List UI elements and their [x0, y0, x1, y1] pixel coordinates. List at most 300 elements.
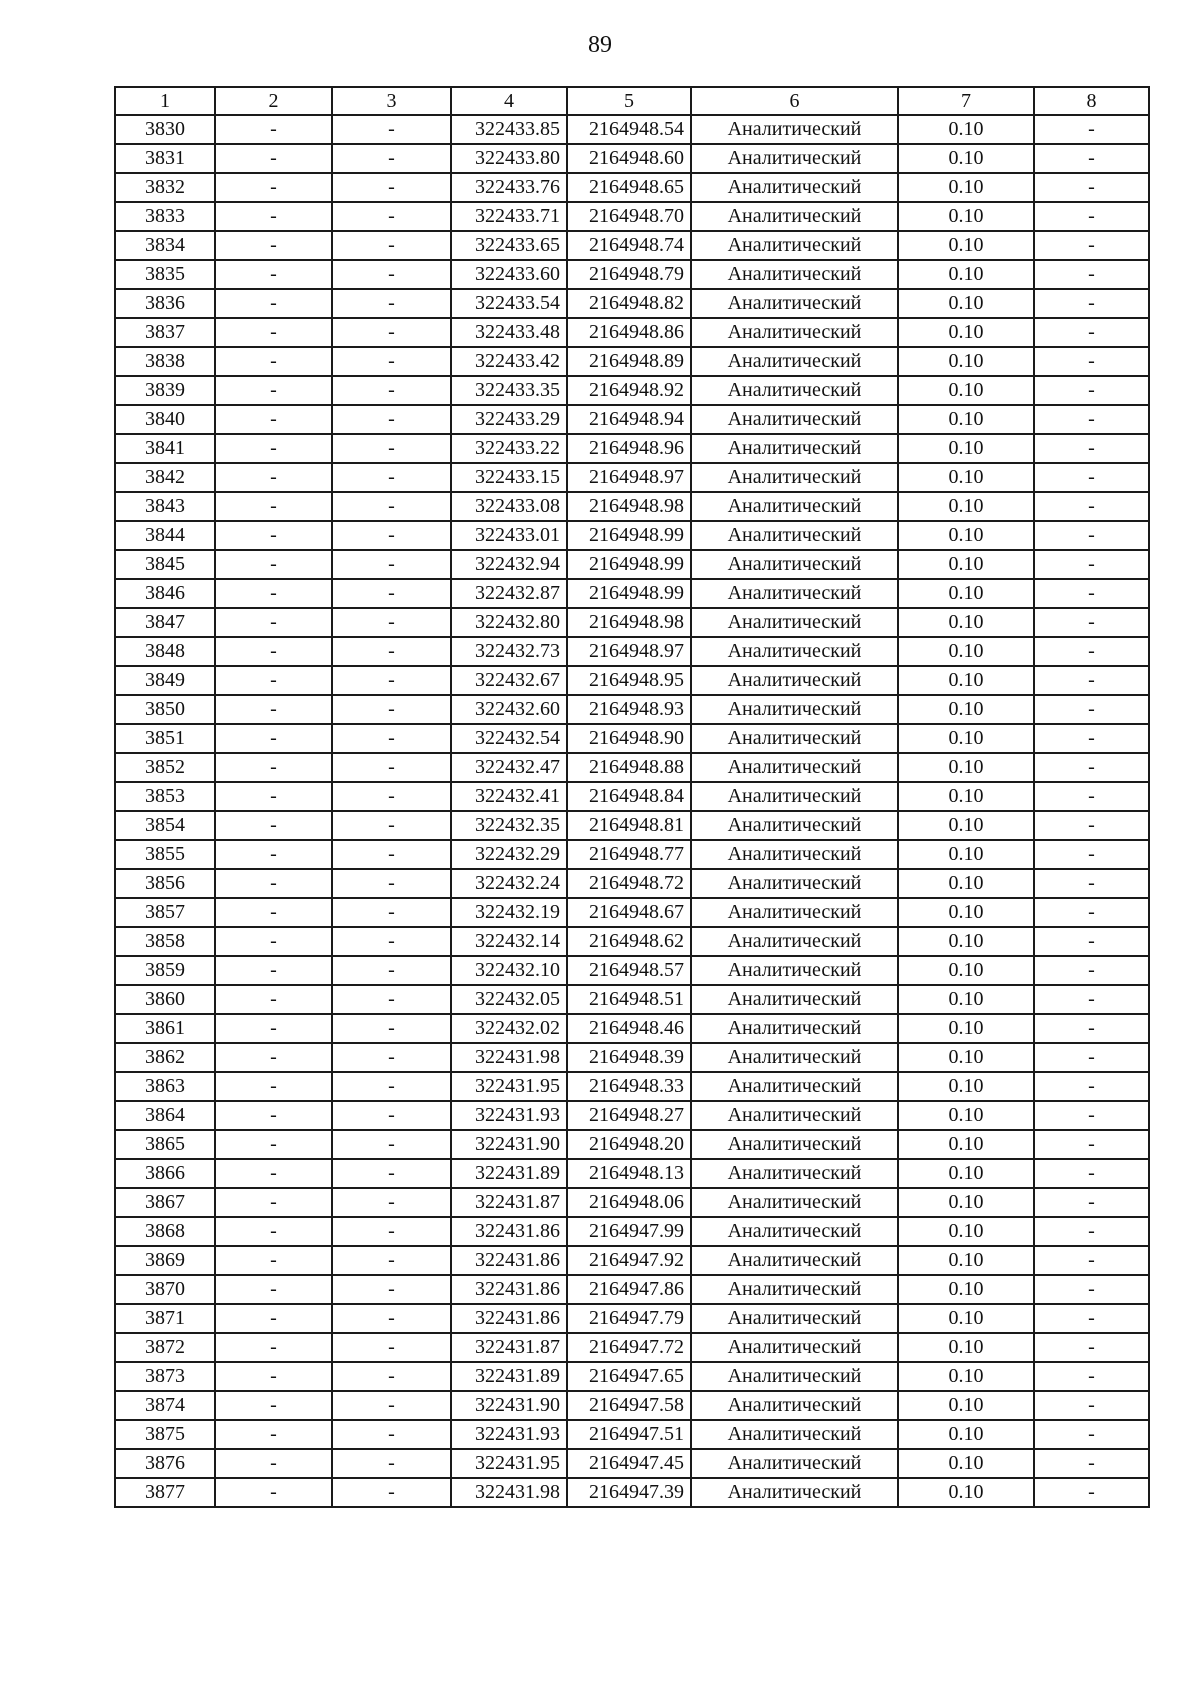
- table-cell: -: [215, 1275, 332, 1304]
- table-row: [115, 1304, 1149, 1333]
- table-cell: 322431.86: [451, 1275, 567, 1304]
- table-cell: -: [332, 1072, 451, 1101]
- table-cell: Аналитический: [691, 666, 898, 695]
- table-cell: 3877: [115, 1478, 215, 1507]
- table-cell: 322431.89: [451, 1362, 567, 1391]
- table-cell: 322431.87: [451, 1188, 567, 1217]
- table-cell: Аналитический: [691, 1449, 898, 1478]
- table-cell: 3871: [115, 1304, 215, 1333]
- table-cell: -: [215, 1420, 332, 1449]
- table-cell: 0.10: [898, 376, 1034, 405]
- table-cell: 3870: [115, 1275, 215, 1304]
- table-cell: 2164948.90: [567, 724, 691, 753]
- table-cell: 0.10: [898, 811, 1034, 840]
- table-cell: -: [332, 1130, 451, 1159]
- table-cell: 3830: [115, 115, 215, 144]
- table-cell: -: [332, 1362, 451, 1391]
- table-cell: 3868: [115, 1217, 215, 1246]
- table-cell: 0.10: [898, 1072, 1034, 1101]
- table-row: [115, 405, 1149, 434]
- table-cell: Аналитический: [691, 115, 898, 144]
- table-row: [115, 840, 1149, 869]
- table-cell: -: [1034, 115, 1149, 144]
- header-cell: 4: [451, 87, 567, 115]
- table-cell: Аналитический: [691, 318, 898, 347]
- table-cell: -: [1034, 985, 1149, 1014]
- table-cell: 2164948.84: [567, 782, 691, 811]
- table-cell: -: [1034, 724, 1149, 753]
- table-cell: -: [215, 347, 332, 376]
- table-row: [115, 550, 1149, 579]
- table-cell: 3856: [115, 869, 215, 898]
- table-cell: 3869: [115, 1246, 215, 1275]
- table-cell: -: [1034, 579, 1149, 608]
- table-cell: 3866: [115, 1159, 215, 1188]
- table-cell: 3864: [115, 1101, 215, 1130]
- table-row: [115, 637, 1149, 666]
- table-cell: -: [215, 492, 332, 521]
- table-cell: 322432.19: [451, 898, 567, 927]
- table-cell: 322432.60: [451, 695, 567, 724]
- table-cell: 2164948.57: [567, 956, 691, 985]
- table-cell: -: [215, 1043, 332, 1072]
- table-cell: 322431.90: [451, 1391, 567, 1420]
- table-cell: 322431.98: [451, 1478, 567, 1507]
- table-cell: -: [1034, 1304, 1149, 1333]
- table-row: [115, 347, 1149, 376]
- table-cell: 2164948.93: [567, 695, 691, 724]
- table-cell: 2164947.72: [567, 1333, 691, 1362]
- table-cell: -: [215, 1333, 332, 1362]
- table-cell: 2164947.51: [567, 1420, 691, 1449]
- table-cell: Аналитический: [691, 840, 898, 869]
- table-row: [115, 1246, 1149, 1275]
- table-cell: -: [215, 1014, 332, 1043]
- table-cell: 2164947.86: [567, 1275, 691, 1304]
- table-cell: 322432.35: [451, 811, 567, 840]
- table-cell: 0.10: [898, 521, 1034, 550]
- table-cell: -: [1034, 405, 1149, 434]
- table-cell: 0.10: [898, 1275, 1034, 1304]
- table-cell: 0.10: [898, 1449, 1034, 1478]
- table-cell: -: [332, 1217, 451, 1246]
- table-row: [115, 260, 1149, 289]
- table-cell: -: [215, 637, 332, 666]
- table-cell: 2164948.81: [567, 811, 691, 840]
- table-row: [115, 1478, 1149, 1507]
- table-cell: Аналитический: [691, 260, 898, 289]
- table-cell: -: [332, 608, 451, 637]
- table-cell: -: [1034, 1478, 1149, 1507]
- table-cell: 2164948.99: [567, 550, 691, 579]
- page-number: 89: [588, 32, 612, 58]
- table-cell: 0.10: [898, 985, 1034, 1014]
- table-cell: Аналитический: [691, 898, 898, 927]
- table-cell: 0.10: [898, 637, 1034, 666]
- table-cell: Аналитический: [691, 608, 898, 637]
- table-cell: -: [1034, 1391, 1149, 1420]
- table-cell: -: [332, 666, 451, 695]
- table-cell: 2164947.92: [567, 1246, 691, 1275]
- table-cell: -: [215, 173, 332, 202]
- table-cell: -: [215, 144, 332, 173]
- table-cell: 0.10: [898, 1130, 1034, 1159]
- table-cell: 2164948.77: [567, 840, 691, 869]
- table-cell: -: [332, 1478, 451, 1507]
- table-cell: -: [1034, 492, 1149, 521]
- table-row: [115, 1391, 1149, 1420]
- table-cell: 322433.76: [451, 173, 567, 202]
- table-row: [115, 608, 1149, 637]
- table-cell: 3847: [115, 608, 215, 637]
- table-cell: 3831: [115, 144, 215, 173]
- table-cell: -: [215, 869, 332, 898]
- table-cell: -: [215, 260, 332, 289]
- table-cell: 3839: [115, 376, 215, 405]
- table-cell: 322432.73: [451, 637, 567, 666]
- table-cell: -: [215, 318, 332, 347]
- table-cell: 2164948.72: [567, 869, 691, 898]
- table-cell: -: [215, 782, 332, 811]
- table-cell: 3852: [115, 753, 215, 782]
- table-row: [115, 1420, 1149, 1449]
- header-cell: 1: [115, 87, 215, 115]
- table-cell: -: [215, 1217, 332, 1246]
- table-cell: 2164948.39: [567, 1043, 691, 1072]
- table-cell: 0.10: [898, 1188, 1034, 1217]
- table-cell: -: [332, 521, 451, 550]
- table-cell: Аналитический: [691, 927, 898, 956]
- table-cell: Аналитический: [691, 782, 898, 811]
- table-cell: 322432.02: [451, 1014, 567, 1043]
- table-cell: -: [1034, 289, 1149, 318]
- table-cell: -: [1034, 521, 1149, 550]
- table-row: [115, 289, 1149, 318]
- table-cell: 2164948.97: [567, 463, 691, 492]
- table-cell: -: [215, 1478, 332, 1507]
- table-cell: 2164947.79: [567, 1304, 691, 1333]
- table-cell: 2164948.86: [567, 318, 691, 347]
- table-cell: 3841: [115, 434, 215, 463]
- table-cell: 0.10: [898, 318, 1034, 347]
- table-cell: Аналитический: [691, 376, 898, 405]
- table-cell: 322431.86: [451, 1304, 567, 1333]
- table-cell: 3861: [115, 1014, 215, 1043]
- table-cell: -: [1034, 550, 1149, 579]
- table-cell: 2164948.13: [567, 1159, 691, 1188]
- table-cell: 2164948.82: [567, 289, 691, 318]
- table-cell: Аналитический: [691, 956, 898, 985]
- table-cell: 322433.42: [451, 347, 567, 376]
- table-cell: 2164948.51: [567, 985, 691, 1014]
- table-cell: Аналитический: [691, 1217, 898, 1246]
- table-cell: 0.10: [898, 405, 1034, 434]
- table-cell: -: [332, 1275, 451, 1304]
- table-cell: -: [332, 1159, 451, 1188]
- table-cell: Аналитический: [691, 492, 898, 521]
- table-cell: Аналитический: [691, 1478, 898, 1507]
- table-cell: 0.10: [898, 1333, 1034, 1362]
- table-cell: -: [1034, 695, 1149, 724]
- table-cell: -: [215, 376, 332, 405]
- table-cell: 0.10: [898, 231, 1034, 260]
- table-row: [115, 492, 1149, 521]
- table-cell: Аналитический: [691, 521, 898, 550]
- table-cell: -: [332, 376, 451, 405]
- table-row: [115, 463, 1149, 492]
- table-cell: -: [215, 434, 332, 463]
- table-cell: 322433.29: [451, 405, 567, 434]
- table-row: [115, 1362, 1149, 1391]
- table-cell: -: [215, 579, 332, 608]
- table-cell: 322433.15: [451, 463, 567, 492]
- table-cell: 2164947.99: [567, 1217, 691, 1246]
- table-cell: -: [1034, 260, 1149, 289]
- table-cell: 322433.85: [451, 115, 567, 144]
- table-cell: 3867: [115, 1188, 215, 1217]
- table-cell: -: [332, 869, 451, 898]
- table-row: [115, 898, 1149, 927]
- table-cell: 0.10: [898, 753, 1034, 782]
- table-cell: 3863: [115, 1072, 215, 1101]
- table-row: [115, 231, 1149, 260]
- table-row: [115, 753, 1149, 782]
- table-cell: 322431.86: [451, 1217, 567, 1246]
- table-cell: 2164947.58: [567, 1391, 691, 1420]
- table-row: [115, 695, 1149, 724]
- table-cell: 3840: [115, 405, 215, 434]
- table-cell: Аналитический: [691, 1246, 898, 1275]
- table-cell: Аналитический: [691, 1391, 898, 1420]
- table-cell: 3851: [115, 724, 215, 753]
- table-cell: 0.10: [898, 927, 1034, 956]
- table-cell: -: [332, 579, 451, 608]
- table-cell: Аналитический: [691, 695, 898, 724]
- table-cell: -: [1034, 608, 1149, 637]
- table-cell: -: [1034, 1043, 1149, 1072]
- table-cell: -: [215, 1362, 332, 1391]
- table-cell: 3860: [115, 985, 215, 1014]
- table-cell: Аналитический: [691, 1304, 898, 1333]
- table-cell: 322431.93: [451, 1420, 567, 1449]
- table-cell: -: [1034, 434, 1149, 463]
- table-cell: -: [332, 260, 451, 289]
- table-cell: Аналитический: [691, 231, 898, 260]
- table-cell: -: [215, 811, 332, 840]
- table-cell: -: [332, 637, 451, 666]
- table-cell: 3837: [115, 318, 215, 347]
- table-cell: -: [1034, 1420, 1149, 1449]
- table-cell: -: [1034, 1246, 1149, 1275]
- table-row: [115, 434, 1149, 463]
- table-row: [115, 1217, 1149, 1246]
- table-cell: Аналитический: [691, 637, 898, 666]
- table-row: [115, 376, 1149, 405]
- table-row: [115, 1101, 1149, 1130]
- table-cell: 3855: [115, 840, 215, 869]
- table-cell: 3876: [115, 1449, 215, 1478]
- table-cell: 0.10: [898, 782, 1034, 811]
- table-cell: Аналитический: [691, 724, 898, 753]
- table-cell: 0.10: [898, 579, 1034, 608]
- table-cell: -: [215, 1449, 332, 1478]
- table-row: [115, 811, 1149, 840]
- table-cell: 322431.89: [451, 1159, 567, 1188]
- table-cell: 3836: [115, 289, 215, 318]
- table-body: [115, 87, 1149, 1507]
- table-cell: -: [1034, 144, 1149, 173]
- table-cell: -: [215, 1130, 332, 1159]
- table-header-row: [115, 87, 1149, 115]
- table-cell: 3853: [115, 782, 215, 811]
- table-row: [115, 724, 1149, 753]
- table-cell: 322432.94: [451, 550, 567, 579]
- table-row: [115, 318, 1149, 347]
- table-cell: -: [332, 782, 451, 811]
- table-cell: Аналитический: [691, 1333, 898, 1362]
- header-cell: 3: [332, 87, 451, 115]
- table-cell: Аналитический: [691, 1420, 898, 1449]
- table-cell: 3872: [115, 1333, 215, 1362]
- table-cell: -: [1034, 347, 1149, 376]
- table-row: [115, 782, 1149, 811]
- table-row: [115, 666, 1149, 695]
- table-cell: 0.10: [898, 1478, 1034, 1507]
- table-cell: 2164948.33: [567, 1072, 691, 1101]
- table-cell: Аналитический: [691, 811, 898, 840]
- table-cell: 322432.10: [451, 956, 567, 985]
- table-cell: 2164947.39: [567, 1478, 691, 1507]
- table-cell: Аналитический: [691, 173, 898, 202]
- table-cell: Аналитический: [691, 434, 898, 463]
- table-cell: -: [332, 724, 451, 753]
- table-cell: 322431.95: [451, 1072, 567, 1101]
- table-cell: 0.10: [898, 1420, 1034, 1449]
- table-cell: 3874: [115, 1391, 215, 1420]
- table-cell: -: [332, 1014, 451, 1043]
- table-cell: -: [215, 115, 332, 144]
- table-cell: 0.10: [898, 173, 1034, 202]
- table-cell: 0.10: [898, 695, 1034, 724]
- table-row: [115, 1072, 1149, 1101]
- table-cell: Аналитический: [691, 463, 898, 492]
- table-row: [115, 956, 1149, 985]
- table-cell: 0.10: [898, 1101, 1034, 1130]
- table-cell: 322431.93: [451, 1101, 567, 1130]
- table-cell: -: [215, 840, 332, 869]
- table-cell: -: [1034, 666, 1149, 695]
- table-cell: -: [1034, 202, 1149, 231]
- table-row: [115, 1159, 1149, 1188]
- table-row: [115, 1275, 1149, 1304]
- table-cell: -: [215, 550, 332, 579]
- table-cell: 3862: [115, 1043, 215, 1072]
- table-row: [115, 1333, 1149, 1362]
- table-cell: Аналитический: [691, 869, 898, 898]
- table-cell: 322431.98: [451, 1043, 567, 1072]
- table-cell: 0.10: [898, 869, 1034, 898]
- table-cell: 322433.60: [451, 260, 567, 289]
- table-cell: -: [1034, 811, 1149, 840]
- table-cell: 2164948.88: [567, 753, 691, 782]
- table-cell: 0.10: [898, 144, 1034, 173]
- table-cell: -: [332, 231, 451, 260]
- table-row: [115, 1043, 1149, 1072]
- table-cell: 3849: [115, 666, 215, 695]
- table-cell: 3875: [115, 1420, 215, 1449]
- table-cell: 2164947.45: [567, 1449, 691, 1478]
- table-cell: -: [215, 289, 332, 318]
- table-cell: -: [215, 666, 332, 695]
- table-cell: 322433.22: [451, 434, 567, 463]
- table-cell: 0.10: [898, 202, 1034, 231]
- table-cell: -: [332, 1333, 451, 1362]
- table-cell: 322432.24: [451, 869, 567, 898]
- table-cell: -: [215, 1159, 332, 1188]
- table-cell: -: [1034, 753, 1149, 782]
- table-cell: 0.10: [898, 434, 1034, 463]
- table-cell: -: [332, 840, 451, 869]
- table-cell: -: [215, 898, 332, 927]
- table-cell: Аналитический: [691, 347, 898, 376]
- table-cell: -: [332, 1449, 451, 1478]
- table-row: [115, 1188, 1149, 1217]
- table-cell: Аналитический: [691, 289, 898, 318]
- table-cell: 2164948.74: [567, 231, 691, 260]
- table-cell: 3833: [115, 202, 215, 231]
- table-cell: 2164948.27: [567, 1101, 691, 1130]
- table-cell: 2164947.65: [567, 1362, 691, 1391]
- table-cell: 3843: [115, 492, 215, 521]
- table-cell: 3848: [115, 637, 215, 666]
- table-cell: 3858: [115, 927, 215, 956]
- table-cell: Аналитический: [691, 1101, 898, 1130]
- table-cell: 322433.01: [451, 521, 567, 550]
- table-cell: -: [332, 434, 451, 463]
- table-cell: Аналитический: [691, 1130, 898, 1159]
- table-cell: 0.10: [898, 550, 1034, 579]
- table-cell: 2164948.06: [567, 1188, 691, 1217]
- table-cell: -: [1034, 1014, 1149, 1043]
- table-cell: -: [332, 898, 451, 927]
- table-cell: -: [332, 956, 451, 985]
- table-cell: Аналитический: [691, 753, 898, 782]
- table-cell: Аналитический: [691, 985, 898, 1014]
- table-cell: Аналитический: [691, 1159, 898, 1188]
- table-cell: -: [332, 347, 451, 376]
- table-cell: -: [215, 1246, 332, 1275]
- table-cell: Аналитический: [691, 202, 898, 231]
- table-cell: -: [1034, 637, 1149, 666]
- table-cell: Аналитический: [691, 550, 898, 579]
- table-cell: 3857: [115, 898, 215, 927]
- table-cell: -: [1034, 1449, 1149, 1478]
- table-cell: 0.10: [898, 840, 1034, 869]
- table-cell: 0.10: [898, 1043, 1034, 1072]
- table-cell: Аналитический: [691, 1014, 898, 1043]
- coordinates-table: [114, 86, 1150, 1508]
- table-cell: 2164948.99: [567, 521, 691, 550]
- table-cell: -: [1034, 1362, 1149, 1391]
- table-cell: -: [332, 1101, 451, 1130]
- table-cell: -: [332, 289, 451, 318]
- table-cell: -: [215, 1304, 332, 1333]
- table-cell: 3845: [115, 550, 215, 579]
- table-row: [115, 1014, 1149, 1043]
- table-cell: -: [215, 695, 332, 724]
- coordinates-table-container: [114, 86, 1150, 1508]
- table-cell: 0.10: [898, 1246, 1034, 1275]
